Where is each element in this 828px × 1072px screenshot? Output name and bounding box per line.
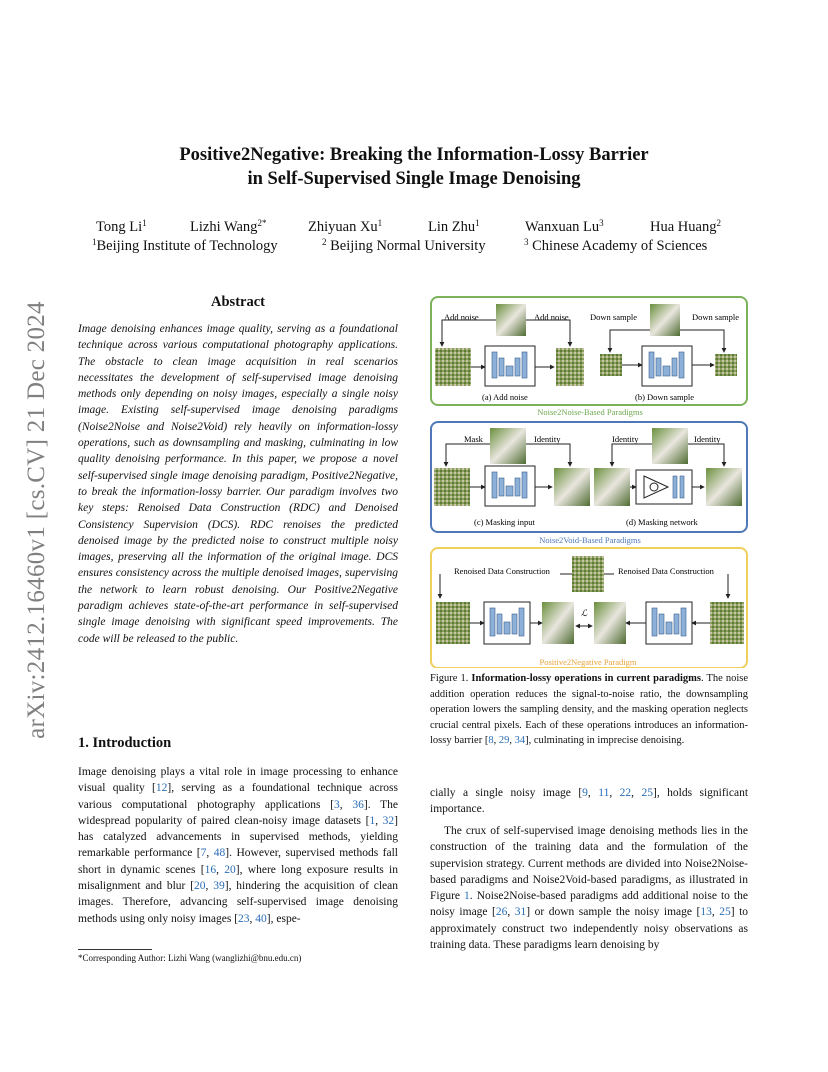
renoised-image [710, 602, 744, 644]
text-run: , [205, 880, 214, 893]
citation-link[interactable]: 3 [334, 798, 340, 811]
arrow [442, 320, 496, 346]
author-name: Zhiyuan Xu [308, 219, 378, 235]
text-run: ], culminating in imprecise denoising. [525, 735, 685, 746]
affiliation-sup: 2 [322, 237, 327, 247]
denoised-image [542, 602, 574, 644]
citation-link[interactable]: 26 [495, 906, 508, 919]
figure-1 [430, 296, 750, 668]
citation-link[interactable]: 20 [194, 880, 206, 893]
citation-link[interactable]: 9 [582, 787, 588, 799]
text-run: ], hindering the acquisition of clean images. Therefore, advancing self-supervised image denoising methods using only noisy images [ [78, 880, 398, 925]
intro-paragraph [78, 764, 398, 927]
text-run: ] has catalyzed advancements in supervised methods, yielding remarkable performance [ [78, 814, 398, 860]
text-run: ], where long exposure results in misalignment and blur [ [78, 863, 399, 893]
renoised-image [436, 602, 470, 644]
label-down-sample-left: Down sample [590, 312, 637, 322]
figure-caption [430, 671, 748, 749]
label-identity: Identity [612, 434, 639, 444]
author-sup: 1 [475, 218, 480, 228]
label-identity: Identity [694, 434, 721, 444]
group-label-noise2noise: Noise2Noise-Based Paradigms [537, 407, 643, 417]
figure-1-svg [430, 296, 750, 668]
footnote: *Corresponding Author: Lizhi Wang (wanglizhi@bnu.edu.cn) [78, 953, 302, 963]
text-run: , [711, 906, 720, 919]
author-sup: 2 [716, 218, 721, 228]
text-run: . The noise addition operation reduces the signal-to-noise ratio, the downsampling operation lowers the sampling density, and the masking operation neglects crucial central pixels. Each of these operations introduces an information-lossy barrier [ [430, 673, 748, 746]
arrow [440, 574, 572, 598]
author-name: Lizhi Wang [190, 219, 258, 235]
text-run: cially a single noisy image [ [430, 787, 583, 799]
bird-image [496, 304, 526, 336]
noisy-input-image [572, 556, 604, 592]
arrow [526, 320, 570, 346]
text-run: , [339, 798, 353, 811]
arrow [526, 444, 570, 466]
bird-image [652, 428, 688, 464]
caption-a: (a) Add noise [482, 392, 528, 402]
text-run: , [631, 787, 642, 799]
title-line-2: in Self-Supervised Single Image Denoising [247, 169, 581, 189]
footnote-rule [78, 949, 152, 950]
abstract-text: Image denoising enhances image quality, serving as a foundational technique across various computational photography applications. The obstacle to clean image acquisition in real scenarios necessitates the development of self-supervised image denoising methods only depending on noisy images, especially a single noisy image. Existing self-supervised image denoising paradigms (Noise2Noise and Noise2Void) rely heavily on information-lossy operations, such as downsampling and masking, culminating in low quality denoising performance. In this paper, we propose a novel self-supervised single image denoising paradigm, Positive2Negative, to break the information-lossy barrier. Our paradigm involves two key steps: Renoised Data Construction (RDC) and Denoised Consistency Supervision (DCS). RDC renoises the predicted denoised image by the predicted noise to construct multiple noisy images, preserving all the information of the original image. DCS ensures consistency across the multiple denoised images, supervising the network to learn robust denoising. Our Positive2Negative paradigm achieves state-of-the-art performance in self-supervised single image denoising with significant speed improvements. The code will be released to the public. [78, 323, 398, 645]
label-rdc-right: Renoised Data Construction [618, 566, 714, 576]
citation-link[interactable]: 36 [352, 798, 364, 811]
citation-link[interactable]: 40 [255, 912, 267, 925]
author [428, 219, 480, 236]
right-column-paragraph-1 [430, 785, 748, 818]
intro-heading: 1. Introduction [78, 735, 172, 751]
arxiv-side-stamp [12, 280, 62, 760]
author [190, 219, 266, 236]
caption-b: (b) Down sample [635, 392, 695, 402]
group-label-noise2void: Noise2Void-Based Paradigms [539, 535, 641, 545]
citation-link[interactable]: 7 [200, 847, 207, 860]
citation-link[interactable]: 29 [498, 735, 510, 746]
blind-spot-icon [650, 483, 658, 491]
citation-link[interactable]: 22 [619, 787, 632, 799]
citation-link[interactable]: 20 [224, 863, 236, 876]
right-column-paragraph-2 [430, 823, 748, 953]
citation-link[interactable]: 39 [213, 880, 225, 893]
author-list [60, 219, 790, 239]
label-rdc-left: Renoised Data Construction [454, 566, 550, 576]
caption-label: Figure 1. [430, 673, 469, 684]
arrow [612, 444, 652, 466]
figure-link[interactable]: 1 [464, 890, 470, 903]
author-sup: 3 [599, 218, 604, 228]
caption-bold: Information-lossy operations in current paradigms [471, 673, 701, 684]
output-image [554, 468, 590, 506]
text-run: , [206, 847, 214, 860]
text-run: . Noise2Noise-based paradigms add additional noise to the noisy image [ [430, 890, 748, 919]
downsampled-image [600, 354, 622, 376]
arrow [688, 444, 724, 466]
input-image [594, 468, 630, 506]
noisy-image [435, 348, 471, 386]
affiliation-name: Beijing Institute of Technology [96, 238, 278, 254]
citation-link[interactable]: 13 [700, 906, 712, 919]
citation-link[interactable]: 25 [719, 906, 731, 919]
citation-link[interactable]: 16 [204, 863, 217, 876]
text-run: , [216, 863, 225, 876]
affiliation-list [60, 238, 790, 258]
label-add-noise-right: Add noise [534, 312, 569, 322]
label-mask: Mask [464, 434, 483, 444]
affiliation-name: Chinese Academy of Sciences [532, 238, 708, 254]
text-run: ], holds significant importance. [430, 787, 749, 816]
affiliation [92, 238, 278, 255]
downsampled-image [715, 354, 737, 376]
citation-link[interactable]: 8 [488, 735, 494, 746]
label-add-noise-left: Add noise [444, 312, 479, 322]
paper-title [60, 143, 768, 191]
text-run: ], serving as a foundational technique across various computational photography applications [ [78, 782, 398, 811]
text-run: , [587, 787, 599, 799]
citation-link[interactable]: 12 [155, 782, 168, 795]
author [525, 219, 604, 236]
author-name: Hua Huang [650, 219, 717, 235]
citation-link[interactable]: 1 [369, 814, 376, 827]
arrow [446, 444, 490, 466]
abstract-heading: Abstract [211, 294, 265, 310]
text-run: , [609, 787, 620, 799]
author [96, 219, 147, 236]
text-run: , [509, 735, 515, 746]
text-run: ] to approximately construct two independently noisy observations as training data. These paradigms learn denoising by [430, 906, 749, 952]
text-run: , [375, 814, 383, 827]
affiliation-sup: 3 [524, 237, 529, 247]
text-run: The crux of self-supervised image denoising methods lies in the construction of the training data and the formulation of the supervision strategy. Current methods are divided into Noise2Noise-based paradigms and Noise2Void-based paradigms, as illustrated in Figure [430, 825, 748, 903]
group-label-positive2negative: Positive2Negative Paradigm [539, 657, 637, 667]
text-run: , [249, 912, 256, 925]
denoised-image [594, 602, 626, 644]
author [650, 219, 721, 236]
author-sup: 1 [377, 218, 383, 228]
bird-image [490, 428, 526, 464]
text-run: ]. However, supervised methods fall short in dynamic scenes [ [78, 847, 398, 876]
text-run: Image denoising plays a vital role in image processing to enhance visual quality [ [78, 766, 398, 795]
citation-link[interactable]: 31 [514, 906, 527, 919]
bird-image [650, 304, 680, 336]
affiliation [322, 238, 486, 255]
title-line-1: Positive2Negative: Breaking the Information-Lossy Barrier [179, 145, 649, 165]
citation-link[interactable]: 23 [238, 912, 250, 925]
caption-c: (c) Masking input [474, 517, 535, 527]
author-name: Wanxuan Lu [525, 219, 600, 235]
text-run: ]. The widespread popularity of paired clean-noisy image datasets [ [78, 798, 398, 827]
label-identity: Identity [534, 434, 561, 444]
caption-d: (d) Masking network [626, 517, 698, 527]
author [308, 219, 382, 236]
citation-link[interactable]: 48 [213, 847, 226, 860]
arrow [604, 574, 728, 598]
affiliation [524, 238, 707, 255]
text-run: , [493, 735, 499, 746]
citation-link[interactable]: 11 [598, 787, 610, 799]
citation-link[interactable]: 34 [514, 735, 526, 746]
noisy-image [556, 348, 584, 386]
masked-image [434, 468, 470, 506]
author-sup: 2* [257, 218, 267, 228]
author-name: Lin Zhu [428, 219, 476, 235]
author-sup: 1 [142, 218, 147, 228]
author-name: Tong Li [96, 219, 143, 235]
text-run: , [507, 906, 515, 919]
output-image [706, 468, 742, 506]
text-run: ], espe- [266, 912, 301, 925]
text-run: ] or down sample the noisy image [ [526, 906, 701, 919]
affiliation-name: Beijing Normal University [330, 238, 486, 254]
arxiv-id: arXiv:2412.16460v1 [cs.CV] 21 Dec 2024 [23, 301, 50, 739]
label-down-sample-right: Down sample [692, 312, 739, 322]
citation-link[interactable]: 25 [641, 787, 653, 799]
loss-symbol: ℒ [580, 608, 588, 618]
affiliation-sup: 1 [92, 237, 97, 247]
citation-link[interactable]: 32 [382, 814, 395, 827]
